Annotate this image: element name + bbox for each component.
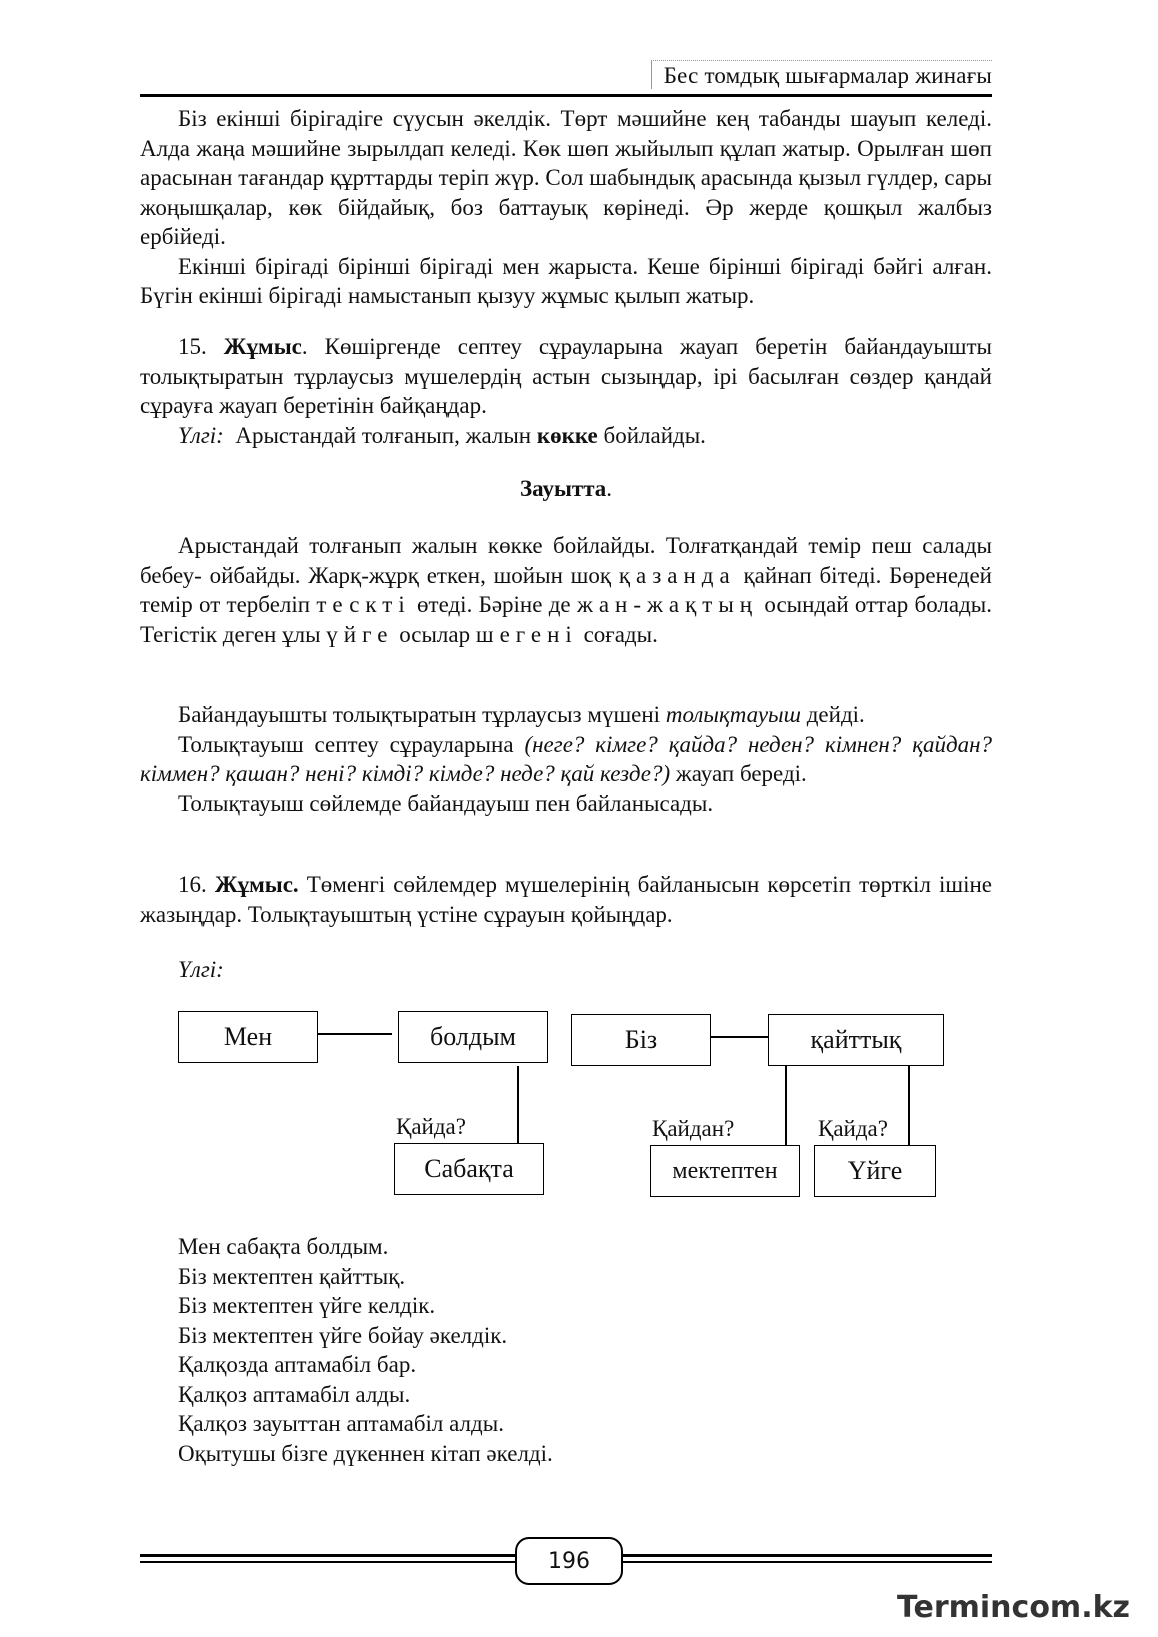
text-run: Толықтауыш септеу сұрауларына (178, 731, 525, 757)
section-subtitle (140, 474, 992, 504)
diagram-box-object: Сабақта (394, 1143, 544, 1195)
text-run: Байандауышты толықтыратын тұрлаусыз мүшені (178, 702, 666, 727)
sentence-list (178, 1232, 553, 1468)
rule-line: Толықтауыш сөйлемде байандауыш пен байланысады. (178, 790, 714, 816)
exercise-label: Жұмыс (223, 334, 302, 359)
sentence: Қалқозда аптамабіл бар. (178, 1352, 417, 1377)
paragraph: Біз екінші бірігадіге сүусын әкелдік. Төрт мәшийне кең табанды шауып келеді. Алда жаңа мәшийне зырылдап келеді. Көк шөп жыйылып құлап жатыр. Орылған шөп арасынан тағандар құрттарды теріп жүр. Сол шабындық арасында қызыл гүлдер, сары жоңышқалар, көк бійдайық, боз баттауық көрінеді. Әр жерде қошқыл жалбыз ербійеді. (140, 106, 992, 249)
sentence: Біз мектептен үйге келдік. (178, 1293, 436, 1318)
text-run: Арыстандай толғанып жалын көкке бойлайды. Толғатқандай темір пеш салады бебеу- ойбайды. Жарқ-жұрқ еткен, шойын шоқ (140, 533, 992, 588)
sample-bold-word: көкке (536, 422, 598, 448)
sentence: Біз мектептен үйге бойау әкелдік. (178, 1322, 508, 1348)
text-run: жауап береді. (670, 761, 807, 786)
sample-text: Арыстандай толғанып, жалын (223, 422, 537, 448)
text-run: өтеді. Бәріне де (410, 592, 577, 617)
connector-line (785, 1066, 787, 1146)
spaced-word: тескті (316, 592, 411, 617)
diagram-box-predicate: қайттық (768, 1014, 944, 1066)
sentence: Біз мектептен қайттық. (178, 1263, 406, 1289)
text-run: қайнап бітеді. Бөренедей темір от тербеліп (140, 562, 992, 617)
exercise-16-task (140, 870, 992, 929)
sample-label-line (140, 955, 992, 985)
page-number: 196 (515, 1537, 623, 1585)
diagram-box-subject: Біз (571, 1014, 711, 1066)
paragraph-block-1 (140, 104, 992, 311)
connector-line (908, 1066, 910, 1146)
sample-text: бойлайды. (597, 422, 706, 448)
italic-term: толықтауыш (665, 702, 801, 727)
diagram-box-object: Үйге (814, 1145, 936, 1197)
exercise-15-sample (140, 421, 992, 451)
sample-label: Үлгі: (178, 957, 224, 982)
book-title: Бес томдық шығармалар жинағы (651, 60, 992, 89)
text-run: дейді. (800, 702, 865, 727)
diagram-box-predicate: болдым (398, 1011, 548, 1063)
subtitle-block (140, 474, 992, 504)
watermark-logo: Termincom.kz (897, 1590, 1130, 1625)
exercise-16 (140, 870, 992, 929)
exercise-15-task (140, 332, 992, 421)
exercise-label: Жұмыс. (214, 872, 299, 897)
connector-line (710, 1036, 770, 1038)
subtitle-text: Зауытта (519, 476, 607, 501)
diagram-box-object: мектептен (650, 1145, 800, 1197)
page-header (140, 58, 992, 97)
paragraph: Екінші бірігаді бірінші бірігаді мен жарыста. Кеше бірінші бірігаді бәйгі алған. Бүгін екінші бірігаді намыстанып қызуу жұмыс қылып жатыр. (140, 253, 992, 308)
paragraph (140, 531, 992, 649)
sample-16 (140, 955, 992, 985)
subtitle-dot: . (606, 476, 613, 501)
connector-line (310, 1033, 392, 1035)
diagram-question: Қайда? (818, 1116, 888, 1141)
text-run: осындай оттар болады. Тегістік деген ұлы (140, 592, 993, 647)
spaced-word: шегені (475, 621, 578, 647)
diagram-question: Қайдан? (652, 1116, 735, 1141)
sentence: Мен сабақта болдым. (178, 1234, 389, 1259)
text-run: соғады. (577, 621, 658, 647)
diagram-box-subject: Мен (178, 1011, 318, 1063)
sentence: Оқытушы бізге дүкеннен кітап әкелді. (178, 1440, 553, 1466)
rule-block (140, 700, 992, 818)
spaced-word: үйге (326, 621, 394, 647)
rule-line (140, 700, 992, 730)
italic-questions: (неге? кімге? қайда? неден? кімнен? қайдан? кіммен? қашан? нені? кімді? кімде? неде? қай кезде?) (140, 731, 993, 786)
diagram-question: Қайда? (396, 1114, 466, 1139)
zauyt-text (140, 531, 992, 649)
sentence: Қалқоз аптамабіл алды. (178, 1381, 411, 1407)
exercise-text: . Көшіргенде септеу сұрауларына жауап беретін байандауышты толықтыратын тұрлаусыз мүшелердің астын сызыңдар, ірі басылған сөздер қандай сұрауға жауап беретінін байқаңдар. (140, 334, 992, 418)
sentence: Қалқоз зауыттан аптамабіл алды. (178, 1411, 504, 1436)
sample-label: Үлгі: (178, 422, 224, 448)
exercise-text: Төменгі сөйлемдер мүшелерінің байланысын көрсетіп төрткіл ішіне жазыңдар. Толықтауыштың үстіне сұрауын қойыңдар. (140, 872, 993, 927)
rule-line (140, 730, 992, 789)
exercise-number: 16. (178, 872, 207, 897)
exercise-number: 15. (178, 334, 207, 359)
text-run: осылар (393, 621, 476, 647)
exercise-15 (140, 332, 992, 450)
spaced-word: қазанда (618, 562, 736, 588)
spaced-word: жан-жақтың (576, 592, 759, 617)
